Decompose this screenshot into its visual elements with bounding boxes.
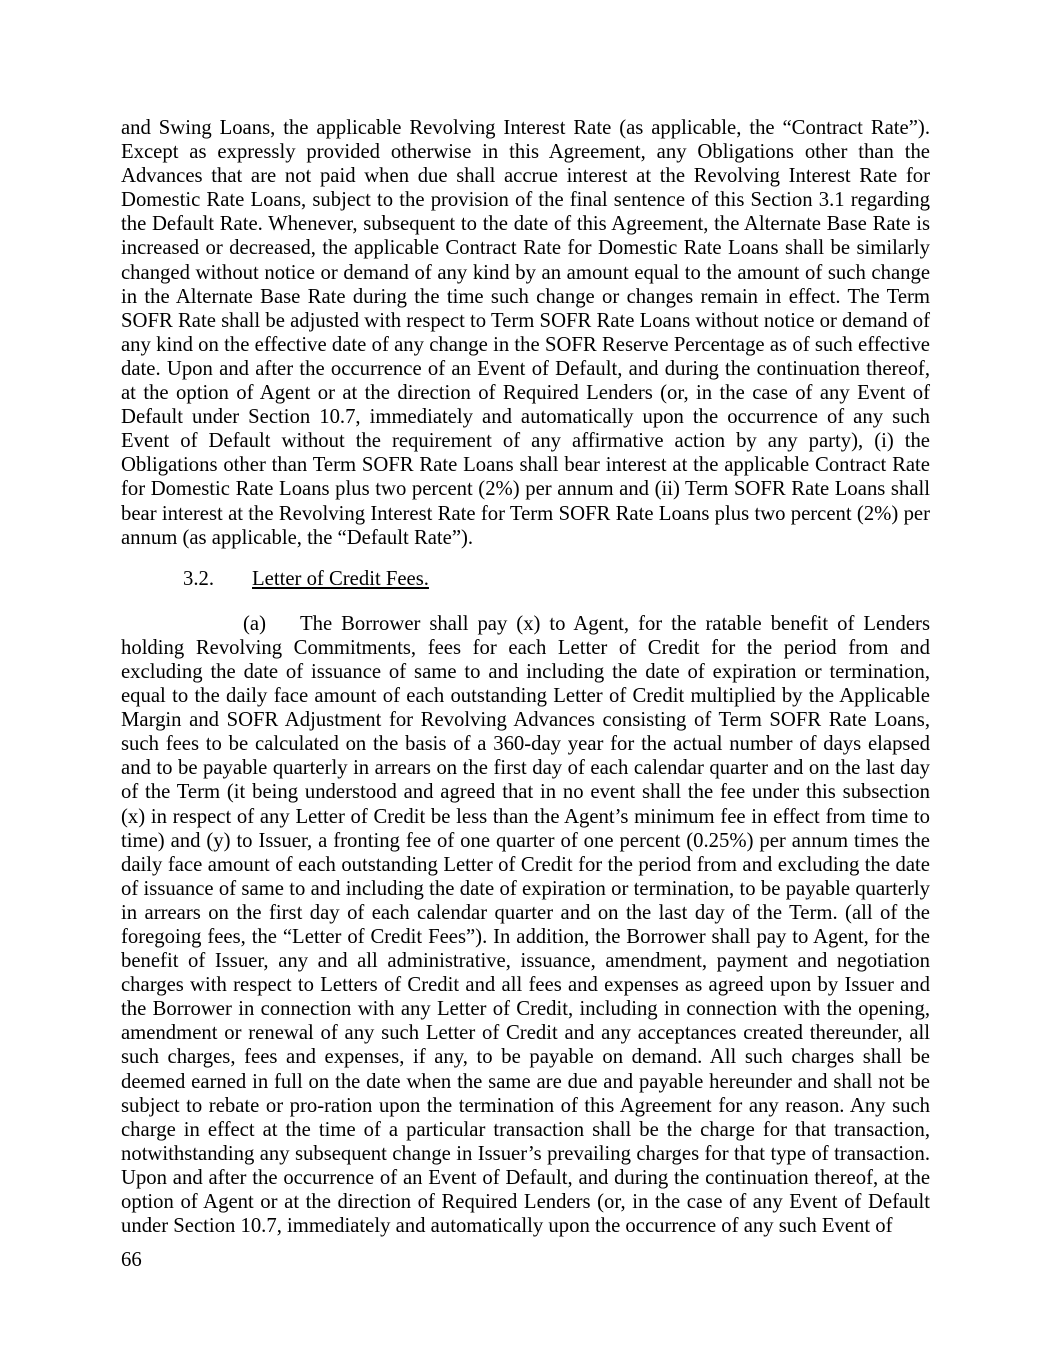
subsection-a-paragraph [121, 612, 930, 1238]
document-body [121, 116, 930, 1238]
body-paragraph-continuation: and Swing Loans, the applicable Revolving Interest Rate (as applicable, the “Contract Rate”). Except as expressly provided otherwise in this Agreement, any Obligations other than the Advances that are not paid when due shall accrue interest at the Revolving Interest Rate for Domestic Rate Loans, subject to the provision of the final sentence of this Section 3.1 regarding the Default Rate. Whenever, subsequent to the date of this Agreement, the Alternate Base Rate is increased or decreased, the applicable Contract Rate for Domestic Rate Loans shall be similarly changed without notice or demand of any kind by an amount equal to the amount of such change in the Alternate Base Rate during the time such change or changes remain in effect. The Term SOFR Rate shall be adjusted with respect to Term SOFR Rate Loans without notice or demand of any kind on the effective date of any change in the SOFR Reserve Percentage as of such effective date. Upon and after the occurrence of an Event of Default, and during the continuation thereof, at the option of Agent or at the direction of Required Lenders (or, in the case of any Event of Default under Section 10.7, immediately and automatically upon the occurrence of any such Event of Default without the requirement of any affirmative action by any party), (i) the Obligations other than Term SOFR Rate Loans shall bear interest at the applicable Contract Rate for Domestic Rate Loans plus two percent (2%) per annum and (ii) Term SOFR Rate Loans shall bear interest at the Revolving Interest Rate for Term SOFR Rate Loans plus two percent (2%) per annum (as applicable, the “Default Rate”). [121, 117, 930, 549]
section-number: 3.2. [183, 567, 215, 590]
page-number: 66 [121, 1249, 142, 1271]
subsection-a-label: (a) [243, 612, 266, 635]
section-title: Letter of Credit Fees. [252, 567, 429, 590]
subsection-a-text: The Borrower shall pay (x) to Agent, for the ratable benefit of Lenders holding Revolving Commitments, fees for each Letter of Credit for the period from and excluding the date of issuance of same to and including the date of expiration or termination, equal to the daily face amount of each outstanding Letter of Credit multiplied by the Applicable Margin and SOFR Adjustment for Revolving Advances consisting of Term SOFR Rate Loans, such fees to be calculated on the basis of a 360-day year for the actual number of days elapsed and to be payable quarterly in arrears on the first day of each calendar quarter and on the last day of the Term (it being understood and agreed that in no event shall the fee under this subsection (x) in respect of any Letter of Credit be less than the Agent’s minimum fee in effect from time to time) and (y) to Issuer, a fronting fee of one quarter of one percent (0.25%) per annum times the daily face amount of each outstanding Letter of Credit for the period from and excluding the date of issuance of same to and including the date of expiration or termination, to be payable quarterly in arrears on the first day of each calendar quarter and on the last day of the Term. (all of the foregoing fees, the “Letter of Credit Fees”). In addition, the Borrower shall pay to Agent, for the benefit of Issuer, any and all administrative, issuance, amendment, payment and negotiation charges with respect to Letters of Credit and all fees and expenses as agreed upon by Issuer and the Borrower in connection with any Letter of Credit, including in connection with the opening, amendment or renewal of any such Letter of Credit and any acceptances created thereunder, all such charges, fees and expenses, if any, to be payable on demand. All such charges shall be deemed earned in full on the date when the same are due and payable hereunder and shall not be subject to rebate or pro-ration upon the termination of this Agreement for any reason. Any such charge in effect at the time of a particular transaction shall be the charge for that transaction, notwithstanding any subsequent change in Issuer’s prevailing charges for that type of transaction. Upon and after the occurrence of an Event of Default, and during the continuation thereof, at the option of Agent or at the direction of Required Lenders (or, in the case of any Event of Default under Section 10.7, immediately and automatically upon the occurrence of any such Event of [121, 612, 930, 1238]
section-heading [121, 567, 930, 591]
